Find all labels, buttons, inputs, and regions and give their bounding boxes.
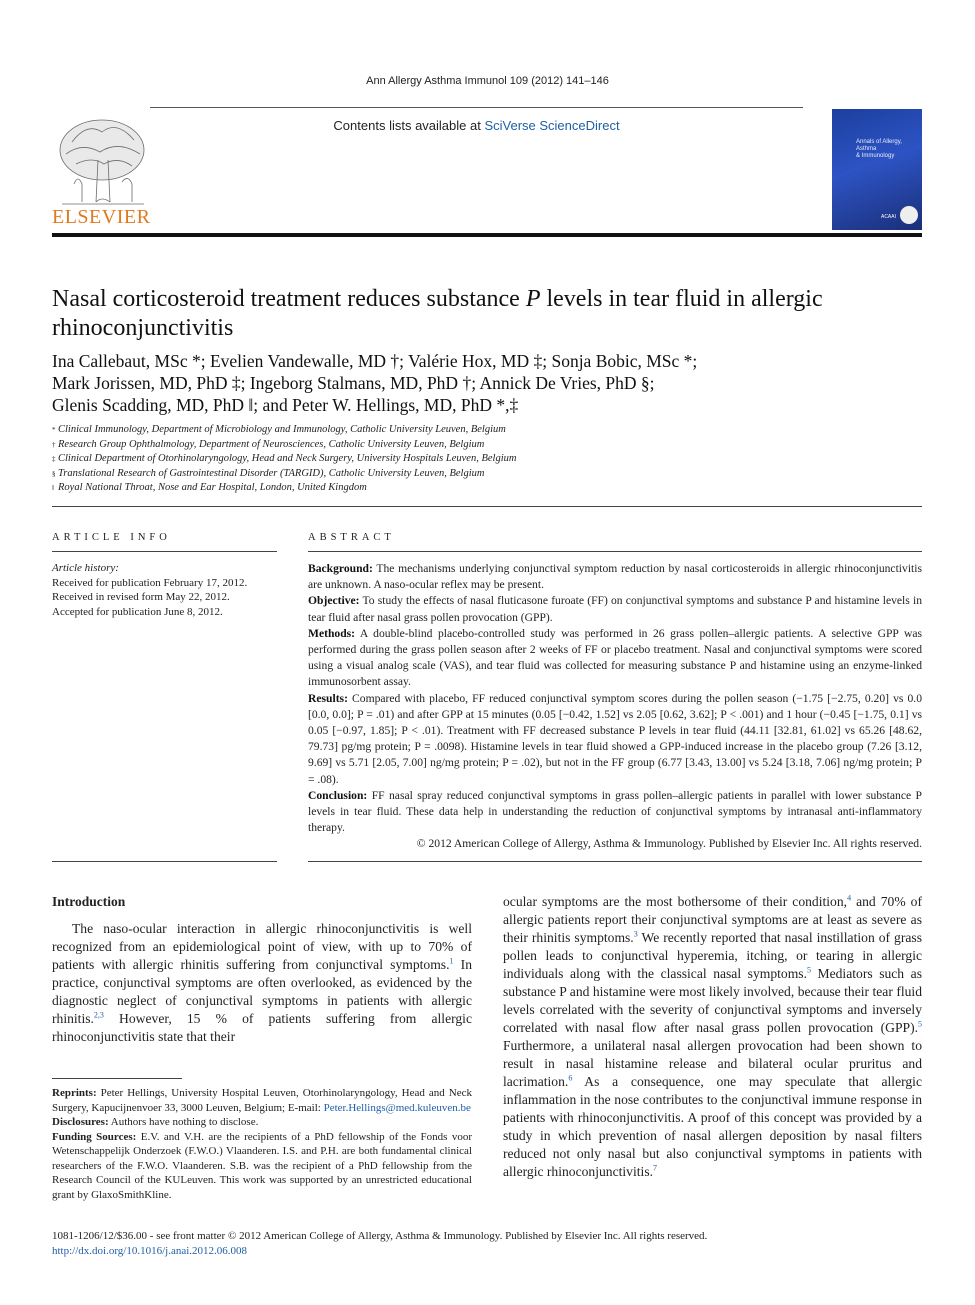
- affiliations: [52, 423, 922, 496]
- contents-prefix: Contents lists available at: [333, 118, 485, 133]
- funding-note: Funding Sources: E.V. and V.H. are the recipients of a PhD fellowship of the Fonds voor Wetenschappelijk Onderzoek (F.W.O.) Vlaanderen. I.S. and P.H. are both fundamental clinical researchers of the F.W.O. Vlaanderen. S.B. was the recipient of a PhD fellowship from the Research Council of the KULeuven. This work was supported by an unrestricted educational grant by GlaxoSmithKline.: [52, 1130, 473, 1201]
- page-footer: [52, 1229, 922, 1258]
- cover-title: Annals of Allergy, Asthma & Immunology: [856, 139, 902, 159]
- introduction-heading: Introduction: [52, 894, 126, 909]
- abstract-body: [308, 561, 922, 853]
- author-line: Ina Callebaut, MSc *; Evelien Vandewalle, MD †; Valérie Hox, MD ‡; Sonja Bobic, MSc *;: [52, 351, 698, 371]
- abstract-objective: Objective: To study the effects of nasal fluticasone furoate (FF) on conjunctival symptoms and substance P and histamine levels in tear fluid after nasal grass pollen provocation (GPP).: [308, 594, 922, 624]
- citation-link[interactable]: 4: [847, 893, 852, 903]
- journal-reference: Ann Allergy Asthma Immunol 109 (2012) 141–146: [366, 75, 609, 87]
- section-divider: [52, 506, 922, 507]
- article-info-rule: [52, 551, 277, 552]
- elsevier-wordmark: ELSEVIER: [52, 206, 151, 228]
- accepted-date: Accepted for publication June 8, 2012.: [52, 605, 223, 618]
- body-column-left: [52, 920, 472, 1046]
- affiliation-item: ‡ Clinical Department of Otorhinolaryngology, Head and Neck Surgery, University Hospitals Leuven, Belgium: [52, 453, 517, 464]
- citation-link[interactable]: 6: [568, 1073, 573, 1083]
- revised-date: Received in revised form May 22, 2012.: [52, 591, 230, 603]
- article-info-heading: ARTICLE INFO: [52, 532, 171, 543]
- abstract-heading: ABSTRACT: [308, 532, 395, 543]
- doi-link[interactable]: http://dx.doi.org/10.1016/j.anai.2012.06.008: [52, 1244, 248, 1257]
- history-label: Article history:: [52, 562, 119, 574]
- affiliation-item: § Translational Research of Gastrointestinal Disorder (TARGID), Catholic University Leuven, Belgium: [52, 467, 485, 479]
- citation-link[interactable]: 5: [918, 1019, 922, 1029]
- article-title: Nasal corticosteroid treatment reduces substance P levels in tear fluid in allergic rhinoconjunctivitis: [52, 286, 823, 341]
- footnote-rule: [52, 1078, 182, 1079]
- author-line: Glenis Scadding, MD, PhD ‖; and Peter W. Hellings, MD, PhD *,‡: [52, 395, 519, 415]
- issn-line: 1081-1206/12/$36.00 - see front matter © 2012 American College of Allergy, Asthma & Immunology. Published by Elsevier Inc. All rights reserved.: [52, 1230, 708, 1242]
- header-divider: [150, 107, 803, 108]
- article-history: [52, 561, 277, 619]
- abstract-methods: Methods: A double-blind placebo-controlled study was performed in 26 grass pollen–allergic patients. A selective GPP was performed during the grass pollen season after 2 weeks of FF or placebo treatment. Nasal and conjunctival symptoms were scored using a visual analog scale (VAS), and tear fluid was collected for measuring substance P and histamine using an enzyme-linked immunosorbent assay.: [308, 626, 922, 689]
- abstract-background: Background: The mechanisms underlying conjunctival symptom reduction by nasal corticosteroids in allergic rhinoconjunctivitis are unknown. A naso-ocular reflex may be present.: [308, 562, 922, 592]
- abstract-bottom-rule: [308, 861, 922, 862]
- abstract-results: Results: Compared with placebo, FF reduced conjunctival symptom scores during the pollen season (−1.75 [−2.75, 0.20] vs 0.0 [0.0, 0.0]; P = .01) and after GPP at 15 minutes (0.05 [−0.42, 1.52] vs 2.05 [0.62, 3.62]; P < .001) and 1 hour (−0.45 [−1.75, 0.1] vs 0.05 [−0.97, 1.85]; P < .01). Treatment with FF decreased substance P levels in tear fluid (44.11 [32.81, 61.02] vs 65.26 [48.62, 79.73] pg/mg protein; P = .0098). Histamine levels in tear fluid showed a GPP-induced increase in the placebo group (7.26 [3.12, 9.69] vs 5.71 [2.05, 7.00] ng/mg protein; P = .02), but not in the FF group (6.77 [3.43, 13.00] vs 5.24 [3.18, 7.06] ng/mg protein; P = .08).: [308, 691, 922, 786]
- intro-paragraph-continued: ocular symptoms are the most bothersome of their condition,$^4$ and 70% of allergic patients report their conjunctival symptoms are at least as severe as their rhinitis symptoms.$^3$ We recently reported that nasal instillation of grass pollen leads to conjunctival hyperemia, itching, or tearing in allergic individuals along with the classical nasal symptoms.$^5$ Mediators such as substance P and histamine were most likely involved, because their tear fluid levels correlated with the severity of conjunctival symptoms and inversely correlated with nasal flow after nasal grass pollen provocation (GPP).$^5$ Furthermore, a unilateral nasal allergen provocation had been shown to result in nasal histamine release and bilateral ocular pruritus and lacrimation.$^6$ As a consequence, one may speculate that allergic inflammation in the nose contributes to the conjunctival immune response in patients with rhinoconjunctivitis. A proof of this concept was provided by a study in which prevention of nasal allergen deposition by nasal filters reduced not only nasal but also conjunctival symptoms in patients with allergic rhinoconjunctivitis.$^7$: [503, 893, 922, 1179]
- citation-link[interactable]: 1: [449, 956, 454, 966]
- contents-line: [150, 118, 803, 133]
- affiliation-item: † Research Group Ophthalmology, Department of Neurosciences, Catholic University Leuven, Belgium: [52, 438, 485, 450]
- journal-cover-image[interactable]: [832, 109, 922, 230]
- affiliation-item: ‖ Royal National Throat, Nose and Ear Hospital, London, United Kingdom: [52, 482, 367, 493]
- affiliation-item: * Clinical Immunology, Department of Microbiology and Immunology, Catholic University Leuven, Belgium: [52, 424, 506, 435]
- sciencedirect-link[interactable]: SciVerse ScienceDirect: [484, 118, 620, 133]
- disclosures-note: Disclosures: Authors have nothing to disclose.: [52, 1116, 259, 1128]
- abstract-conclusion: Conclusion: FF nasal spray reduced conjunctival symptoms in grass pollen–allergic patients in parallel with lower substance P levels in tear fluid. These data help in understanding the reduction of conjunctival symptoms by intranasal anti-inflammatory therapy.: [308, 788, 922, 835]
- article-info-bottom-rule: [52, 861, 277, 862]
- citation-link[interactable]: 2,3: [93, 1010, 104, 1020]
- masthead-rule: [52, 233, 922, 237]
- cover-badge-text: ACAAI: [880, 214, 896, 220]
- abstract-copyright: © 2012 American College of Allergy, Asthma & Immunology. Published by Elsevier Inc. All rights reserved.: [416, 837, 922, 851]
- author-line: Mark Jorissen, MD, PhD ‡; Ingeborg Stalmans, MD, PhD †; Annick De Vries, PhD §;: [52, 373, 655, 393]
- received-date: Received for publication February 17, 2012.: [52, 576, 248, 589]
- footnotes: [52, 1086, 472, 1202]
- abstract-rule: [308, 551, 922, 552]
- author-list: [52, 350, 922, 416]
- email-link[interactable]: Peter.Hellings@med.kuleuven.be: [323, 1101, 471, 1114]
- cover-seal-icon: [900, 206, 918, 224]
- intro-paragraph: The naso-ocular interaction in allergic rhinoconjunctivitis is well recognized from an epidemiological point of view, with up to 70% of patients with allergic rhinitis suffering from conjunctival symptoms.$^1$ In practice, conjunctival symptoms are often overlooked, as evidenced by the diagnostic neglect of conjunctival symptoms in patients with allergic rhinitis.$^{2,3}$ However, 15 % of patients suffering from allergic rhinoconjunctivitis state that their: [52, 921, 472, 1044]
- citation-link[interactable]: 7: [653, 1163, 658, 1173]
- body-column-right: [503, 893, 922, 1181]
- reprints-note: Reprints: Peter Hellings, University Hospital Leuven, Otorhinolaryngology, Head and Neck Surgery, Kapucijnenvoer 33, 3000 Leuven, Belgium; E-mail: Peter.Hellings@med.kuleuven.be: [52, 1087, 472, 1114]
- citation-link[interactable]: 5: [806, 965, 811, 975]
- citation-link[interactable]: 3: [633, 929, 638, 939]
